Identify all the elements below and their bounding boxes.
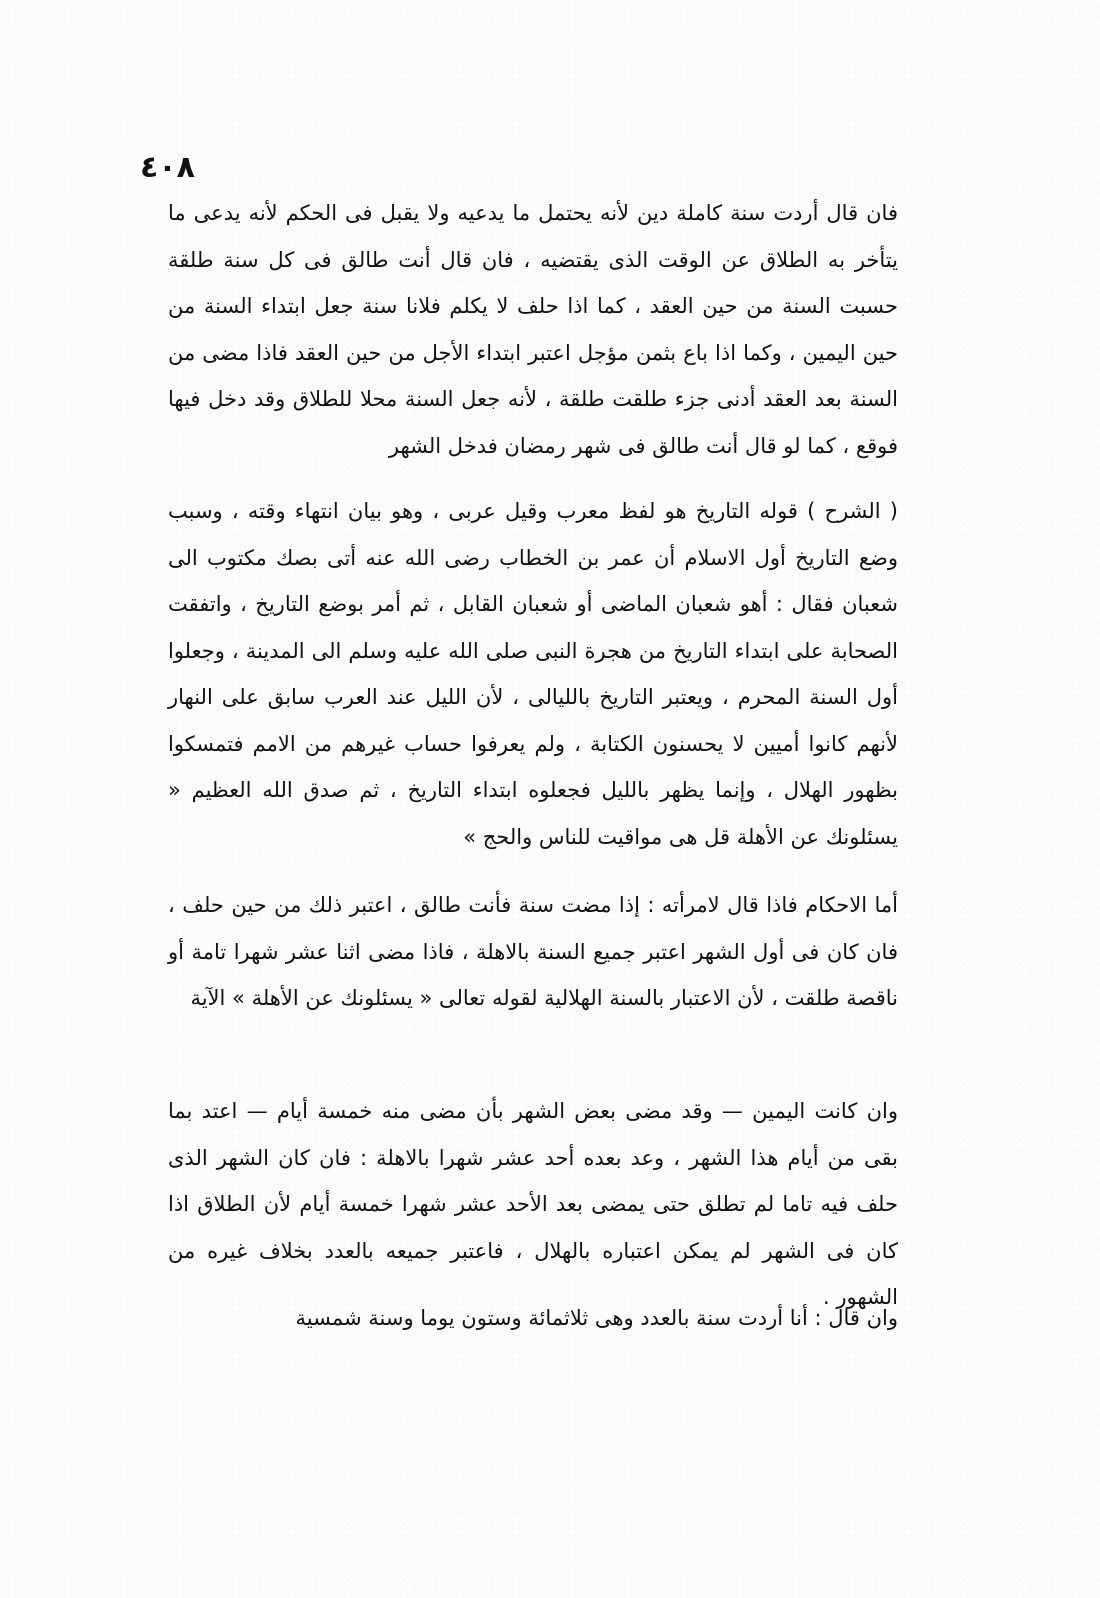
paragraph-text: فان قال أردت سنة كاملة دين لأنه يحتمل ما يدعيه ولا يقبل فى الحكم لأنه يدعى ما يتأخر به الطلاق عن الوقت الذى يقتضيه ، فان قال أنت طالق فى كل سنة طلقة حسبت السنة من حين العقد ، كما اذا حلف لا يكلم فلانا سنة جعل ابتداء السنة من حين اليمين ، وكما اذا باع بثمن مؤجل اعتبر ابتداء الأجل من حين العقد فاذا مضى من السنة بعد العقد أدنى جزء طلقت طلقة ، لأنه جعل السنة محلا للطلاق وقد دخل فيها فوقع ، كما لو قال أنت طالق فى شهر رمضان فدخل الشهر [168,201,898,458]
page-number: ٤٠٨ [140,150,195,185]
paragraph-text: ( الشرح ) قوله التاريخ هو لفظ معرب وقيل عربى ، وهو بيان انتهاء وقته ، وسبب وضع التاريخ أول الاسلام أن عمر بن الخطاب رضى الله عنه أتى بصك مكتوب الى شعبان فقال : أهو شعبان الماضى أو شعبان القابل ، ثم أمر بوضع التاريخ ، واتفقت الصحابة على ابتداء التاريخ من هجرة النبى صلى الله عليه وسلم الى المدينة ، وجعلوا أول السنة المحرم ، ويعتبر التاريخ بالليالى ، لأن الليل عند العرب سابق على النهار لأنهم كانوا أميين لا يحسنون الكتابة ، ولم يعرفوا حساب غيرهم من الامم فتمسكوا بظهور الهلال ، وإنما يظهر بالليل فجعلوه ابتداء التاريخ ، ثم صدق الله العظيم « يسئلونك عن الأهلة قل هى مواقيت للناس والحج » [168,499,898,849]
paragraph-block-5 [168,1295,898,1342]
paragraph-block-4 [168,1088,898,1321]
paragraph-block-2 [168,488,898,860]
paragraph-block-1 [168,190,898,469]
paragraph-text: أما الاحكام فاذا قال لامرأته : إذا مضت سنة فأنت طالق ، اعتبر ذلك من حين حلف ، فان كان فى أول الشهر اعتبر جميع السنة بالاهلة ، فاذا مضى اثنا عشر شهرا تامة أو ناقصة طلقت ، لأن الاعتبار بالسنة الهلالية لقوله تعالى « يسئلونك عن الأهلة » الآية [168,893,898,1010]
paragraph-block-3 [168,882,898,1022]
paragraph-text: وان قال : أنا أردت سنة بالعدد وهى ثلاثمائة وستون يوما وسنة شمسية [295,1306,898,1330]
paragraph-text: وان كانت اليمين — وقد مضى بعض الشهر بأن مضى منه خمسة أيام — اعتد بما بقى من أيام هذا الشهر ، وعد بعده أحد عشر شهرا بالاهلة : فان كان الشهر الذى حلف فيه تاما لم تطلق حتى يمضى بعد الأحد عشر شهرا خمسة أيام لأن الطلاق اذا كان فى الشهر لم يمكن اعتباره بالهلال ، فاعتبر جميعه بالعدد بخلاف غيره من الشهور . [168,1099,898,1309]
